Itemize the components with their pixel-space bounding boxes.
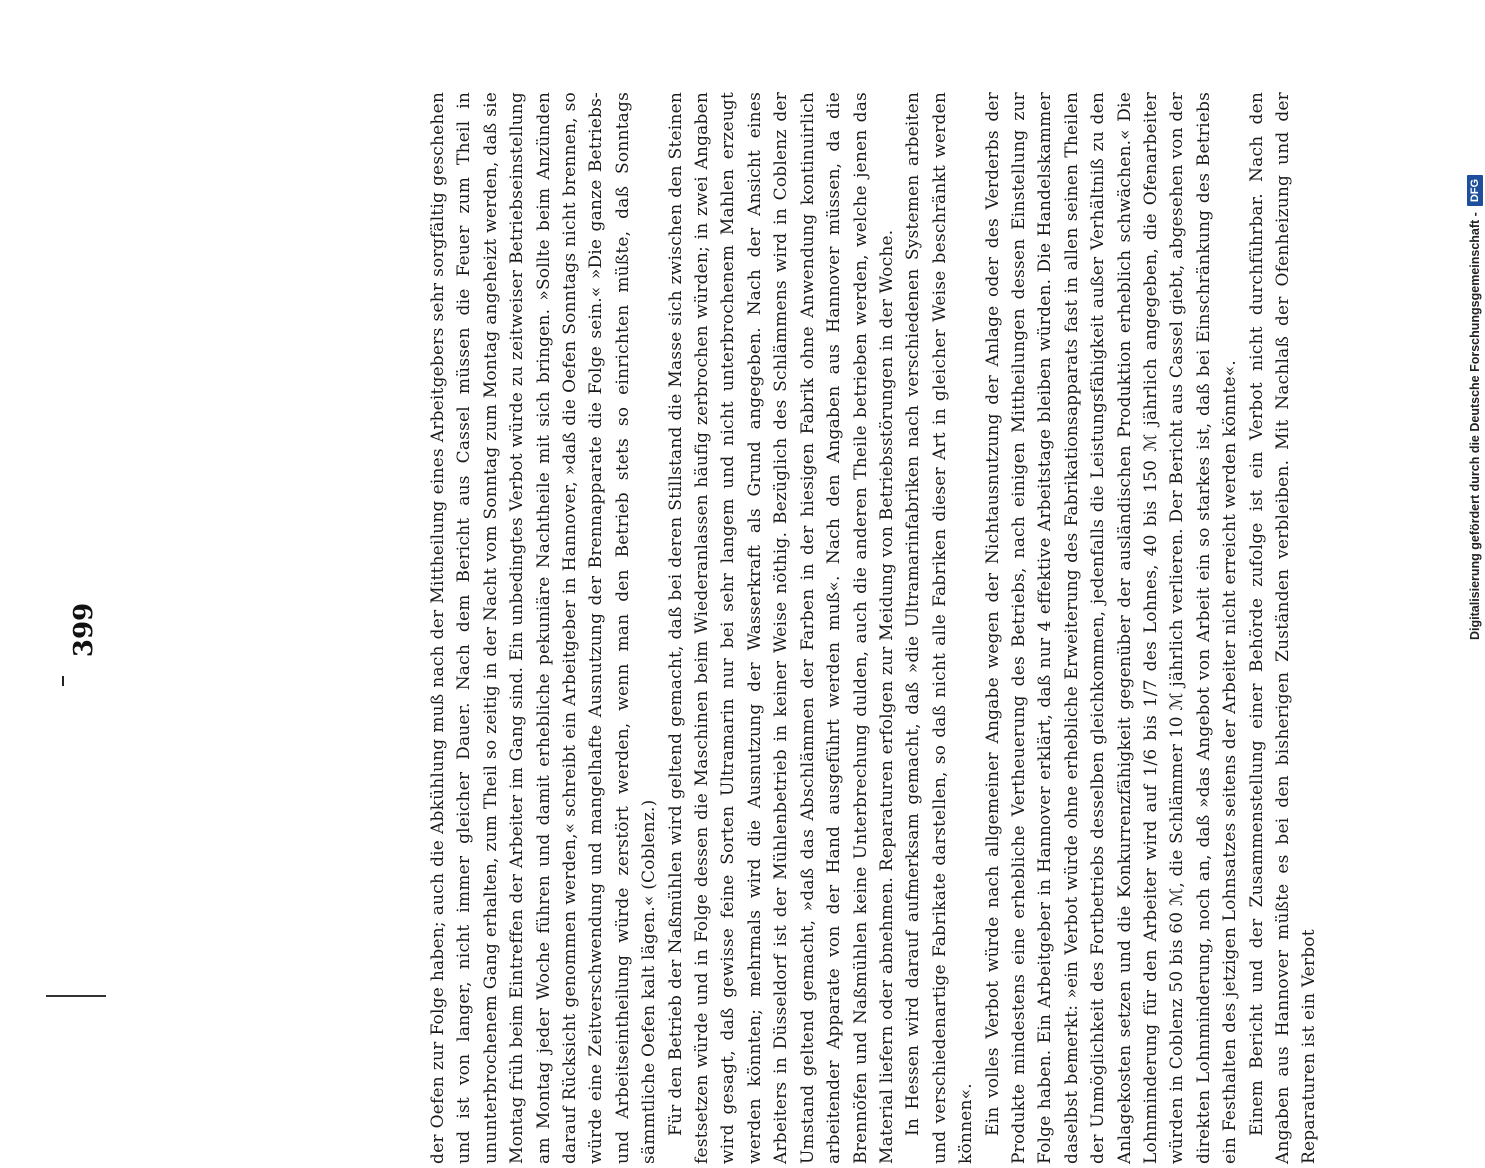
digitization-credit (1465, 178, 1485, 640)
credit-text: Digitalisierung gefördert durch die Deutsche Forschungsgemeinschaft - (1468, 212, 1482, 640)
body-text (425, 88, 1320, 1168)
paragraph-3: In Hessen wird darauf aufmerksam gemacht, daß »die Ultramarinfabriken nach verschiedenen Systemen arbeiten und verschiedenartige Fabrikate darstellen, so daß nicht alle Fabriken dieser Art in gleicher Weise beschränkt werden können«. (903, 92, 977, 1164)
page-number: 399 (69, 602, 99, 658)
page-number-dash (62, 676, 64, 686)
paragraph-5: Einem Bericht und der Zusammenstellung einer Behörde zufolge ist ein Verbot nicht durchführbar. Nach den Angaben aus Hannover müßte es bei den bisherigen Zuständen verbleiben. Mit Nachlaß der Ofenheizung und der Reparaturen ist ein Verbot (1246, 92, 1320, 1164)
paragraph-1: der Oefen zur Folge haben; auch die Abkühlung muß nach der Mittheilung eines Arbeitgebers sehr sorgfältig geschehen und ist von langer, nicht immer gleicher Dauer. Nach dem Bericht aus Cassel müssen die Feuer zum Theil in ununterbrochenem Gang erhalten, zum Theil so zeitig in der Nacht vom Sonntag zum Montag angeheizt werden, daß sie Montag früh beim Eintreffen der Arbeiter im Gang sind. Ein unbedingtes Verbot würde zu zeitweiser Betriebseinstellung am Montag jeder Woche führen und damit erhebliche pekuniäre Nachtheile mit sich bringen. »Sollte beim Anzünden darauf Rücksicht genommen werden,« schreibt ein Arbeitgeber in Hannover, »daß die Oefen Sonntags nicht brennen, so würde eine Zeitverschwendung und mangelhafte Ausnutzung der Brennapparate die Folge sein.« »Die ganze Betriebs- und Arbeitseintheilung würde zerstört werden, wenn man den Betrieb stets so einrichten müßte, daß Sonntags sämmtliche Oefen kalt lägen.« (Coblenz.) (428, 92, 660, 1164)
paragraph-4: Ein volles Verbot würde nach allgemeiner Angabe wegen der Nichtausnutzung der Anlage oder des Verderbs der Produkte mindestens eine erhebliche Vertheuerung des Betriebs, nach einigen Mittheilungen dessen Einstellung zur Folge haben. Ein Arbeitgeber in Hannover erklärt, daß nur 4 effektive Arbeitstage bleiben würden. Die Handelskammer daselbst bemerkt: »ein Verbot würde ohne erhebliche Erweiterung des Fabrikationsapparats fast in allen seinen Theilen der Unmöglichkeit des Fortbetriebs desselben gleichkommen, jedenfalls die Leistungsfähigkeit außer Verhältniß zu den Anlagekosten setzen und die Konkurrenzfähigkeit gegenüber der ausländischen Produktion erheblich schwächen.« Die Lohnminderung für den Arbeiter wird auf 1/6 bis 1/7 des Lohnes, 40 bis 150 ℳ jährlich angegeben, die Ofenarbeiter würden in Coblenz 50 bis 60 ℳ, die Schlämmer 10 ℳ jährlich verlieren. Der Bericht aus Cassel giebt, abgesehen von der direkten Lohnminderung, noch an, daß »das Angebot von Arbeit ein so starkes ist, daß bei Einschränkung des Betriebs ein Festhalten des jetzigen Lohnsatzes seitens der Arbeiter nicht erreicht werden könnte«. (982, 92, 1241, 1164)
margin-rule (46, 995, 106, 997)
dfg-logo: DFG (1467, 175, 1483, 206)
paragraph-2: Für den Betrieb der Naßmühlen wird geltend gemacht, daß bei deren Stillstand die Masse sich zwischen den Steinen festsetzen würde und in Folge dessen die Maschinen beim Wiederanlassen häufig zerbrochen würden; in zwei Angaben wird gesagt, daß gewisse feine Sorten Ultramarin nur bei sehr langem und nicht unterbrochenem Mahlen erzeugt werden könnten; mehrmals wird die Ausnutzung der Wasserkraft als Grund angegeben. Nach der Ansicht eines Arbeiters in Düsseldorf ist der Mühlenbetrieb in keiner Weise nöthig. Bezüglich des Schlämmens wird in Coblenz der Umstand geltend gemacht, »daß das Abschlämmen der Farben in der hiesigen Fabrik ohne Anwendung kontinuirlich arbeitender Apparate von der Hand ausgeführt werden muß«. Nach den Angaben aus Hannover müssen, da die Brennöfen und Naßmühlen keine Unterbrechung dulden, auch die anderen Theile betrieben werden, welche jenen das Material liefern oder abnehmen. Reparaturen erfolgen zur Meidung von Betriebsstörungen in der Woche. (665, 92, 897, 1164)
